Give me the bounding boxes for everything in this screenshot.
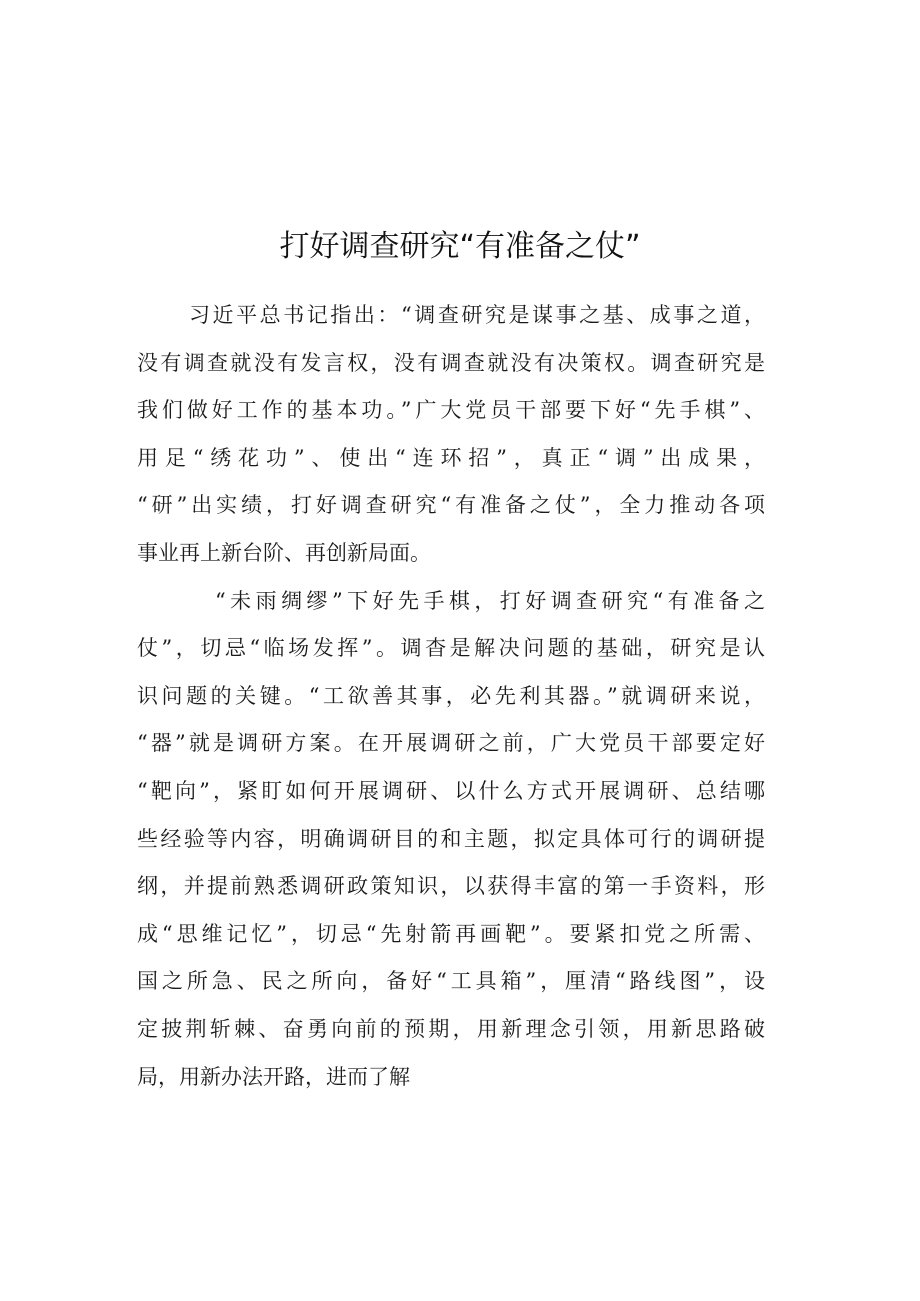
paragraph-2-line-3: 识问题的关键。“工欲善其事，必先利其器。”就调研来说， (137, 683, 765, 708)
paragraph-1-line-1: 习近平总书记指出：“调查研究是谋事之基、成事之道， (189, 303, 765, 327)
paragraph-2-line-2: 仗”，切忌“临场发挥”。调杳是解决问题的基础，研究是认 (137, 636, 765, 661)
paragraph-2-line-11: 局，用新办法开路，进而了解 (137, 1064, 410, 1089)
document-title: 打好调查研究“有准备之仗” (279, 229, 641, 264)
paragraph-1-line-5: “研”出实绩，打好调查研究“有准备之仗”，全力推动各项 (137, 493, 765, 518)
paragraph-2-line-9: 国之所急、民之所向，备好“工具箱”，厘清“路线图”，设 (137, 969, 765, 994)
paragraph-2-line-8: 成“思维记忆”，切忌“先射箭再画靶”。要紧扣党之所需、 (137, 921, 765, 946)
paragraph-2-line-1: “未雨绸缪”下好先手棋，打好调查研究“有准备之 (215, 588, 765, 613)
paragraph-2-line-7: 纲，并提前熟悉调研政策知识，以获得丰富的第一手资料，形 (137, 874, 765, 899)
paragraph-1-line-6: 事业再上新台阶、再创新局面。 (137, 540, 431, 565)
paragraph-2-line-10: 定披荆斩棘、奋勇向前的预期，用新理念引领，用新思路破 (137, 1016, 765, 1041)
paragraph-2-line-6: 些经验等内容，明确调研目的和主题，拟定具体可行的调研提 (137, 826, 765, 851)
paragraph-1-line-2: 没有调查就没有发言权，没有调查就没有决策权。调查研究是 (137, 350, 765, 375)
paragraph-1-line-4: 用足“绣花功”、使出“连环招”，真正“调”出成果， (137, 445, 765, 470)
paragraph-2-line-4: “器”就是调研方案。在开展调研之前，广大党员干部要定好 (137, 731, 765, 756)
document-body (137, 292, 765, 1101)
paragraph-1-line-3: 我们做好工作的基本功。”广大党员干部要下好“先手棋”、 (137, 398, 765, 423)
paragraph-2-line-5: “靶向”，紧盯如何开展调研、以什么方式开展调研、总结哪 (137, 778, 765, 803)
